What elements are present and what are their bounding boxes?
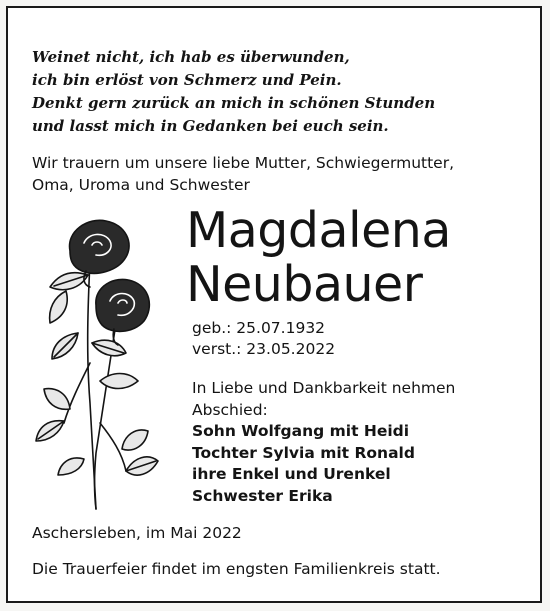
mourning-intro <box>32 152 454 196</box>
intro-line: Wir trauern um unsere liebe Mutter, Schwiegermutter, <box>32 154 455 172</box>
farewell-section <box>192 378 455 507</box>
farewell-line: In Liebe und Dankbarkeit nehmen <box>192 379 456 397</box>
last-name: Neubauer <box>186 256 423 313</box>
poem-line: Weinet nicht, ich hab es überwunden, <box>32 48 350 66</box>
poem-line: Denkt gern zurück an mich in schönen Stunden <box>32 94 436 112</box>
farewell-line: Abschied: <box>192 400 268 419</box>
family-member: ihre Enkel und Urenkel <box>192 465 391 483</box>
place-date: Aschersleben, im Mai 2022 <box>32 524 242 542</box>
first-name: Magdalena <box>186 202 451 259</box>
poem-line: ich bin erlöst von Schmerz und Pein. <box>32 71 342 89</box>
family-member: Tochter Sylvia mit Ronald <box>192 443 415 462</box>
death-date: verst.: 23.05.2022 <box>192 340 336 358</box>
family-member: Sohn Wolfgang mit Heidi <box>192 422 410 440</box>
life-dates <box>192 318 335 360</box>
deceased-name <box>186 204 451 312</box>
obituary-card <box>6 6 542 603</box>
family-member: Schwester Erika <box>192 486 333 505</box>
poem-line: und lasst mich in Gedanken bei euch sein. <box>32 117 389 135</box>
intro-line: Oma, Uroma und Schwester <box>32 176 250 194</box>
birth-date: geb.: 25.07.1932 <box>192 319 326 337</box>
poem <box>32 46 435 138</box>
rose-illustration-icon <box>30 213 175 513</box>
funeral-note: Die Trauerfeier findet im engsten Familienkreis statt. <box>32 560 441 578</box>
